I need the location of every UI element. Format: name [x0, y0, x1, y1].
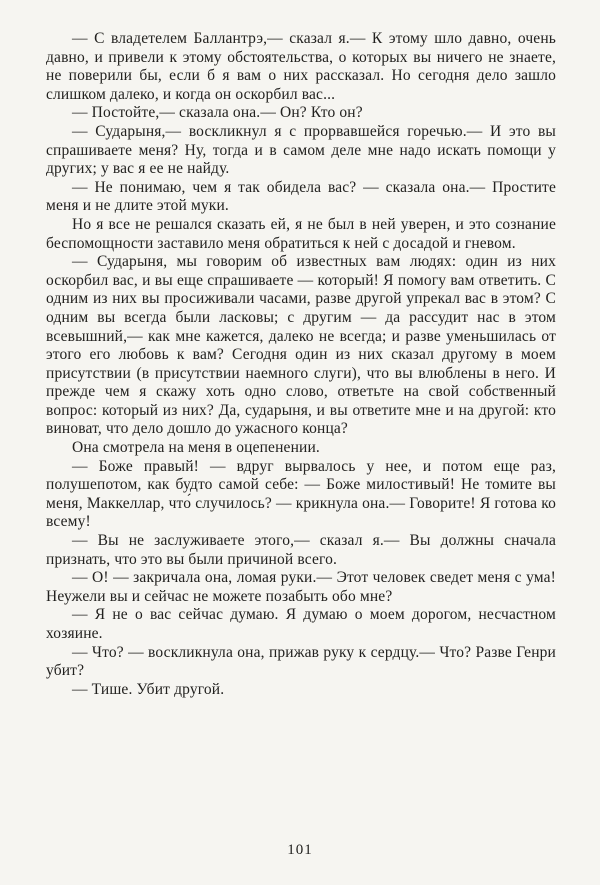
- paragraph: — Боже правый! — вдруг вырвалось у нее, и потом еще раз, полушепотом, как будто самой себе: — Боже милостивый! Не томите вы меня, Маккеллар, что́ случилось? — крикнула она.— Говорите! Я готова ко всему!: [46, 457, 556, 531]
- paragraph: — Я не о вас сейчас думаю. Я думаю о моем дорогом, несчастном хозяине.: [46, 606, 556, 642]
- paragraph: — Сударыня,— воскликнул я с прорвавшейся горечью.— И это вы спрашиваете меня? Ну, тогда и в самом деле мне надо искать помощи у других; у вас я ее не найду.: [46, 122, 556, 178]
- paragraph: — Тише. Убит другой.: [72, 680, 225, 698]
- paragraph: Она смотрела на меня в оцепенении.: [72, 439, 320, 457]
- paragraph: — Постойте,— сказала она.— Он? Кто он?: [72, 104, 363, 122]
- paragraph: Но я все не решался сказать ей, я не был в ней уверен, и это сознание беспомощности заставило меня обратиться к ней с досадой и гневом.: [46, 215, 556, 252]
- paragraph: — О! — закричала она, ломая руки.— Этот человек сведет меня с ума! Неужели вы и сейчас не можете позабыть обо мне?: [46, 569, 556, 605]
- page-number: 101: [287, 842, 313, 858]
- paragraph: — Сударыня, мы говорим об известных вам людях: один из них оскорбил вас, и вы еще спрашиваете — который! Я помогу вам ответить. С одним из них вы просиживали часами, разве другой упрекал вас в этом? С одним вы всегда были ласковы; с другим — да рассудит нас в этом всевышний,— как мне кажется, далеко не всегда; и разве уменьшилась от этого его любовь к вам? Сегодня один из них сказал другому в моем присутствии (в присутствии наемного слуги), что вы влюблены в него. И прежде чем я скажу хоть одно слово, ответьте на свой собственный вопрос: который из них? Да, сударыня, и вы ответите мне и на другой: кто виноват, что дело дошло до ужасного конца?: [46, 253, 556, 438]
- paragraph: — Что? — воскликнула она, прижав руку к сердцу.— Что? Разве Генри убит?: [46, 643, 556, 680]
- paragraph: — С владетелем Баллантрэ,— сказал я.— К этому шло давно, очень давно, и привели к этому обстоятельства, о которых вы ничего не знаете, не поверили бы, если б я вам о них рассказал. Но сегодня дело зашло слишком далеко, и когда он оскорбил вас...: [46, 30, 556, 103]
- paragraph: — Не понимаю, чем я так обидела вас? — сказала она.— Простите меня и не длите этой муки.: [46, 178, 556, 215]
- page-text: [46, 30, 556, 699]
- paragraph: — Вы не заслуживаете этого,— сказал я.— Вы должны сначала признать, что это вы были причиной всего.: [46, 532, 556, 568]
